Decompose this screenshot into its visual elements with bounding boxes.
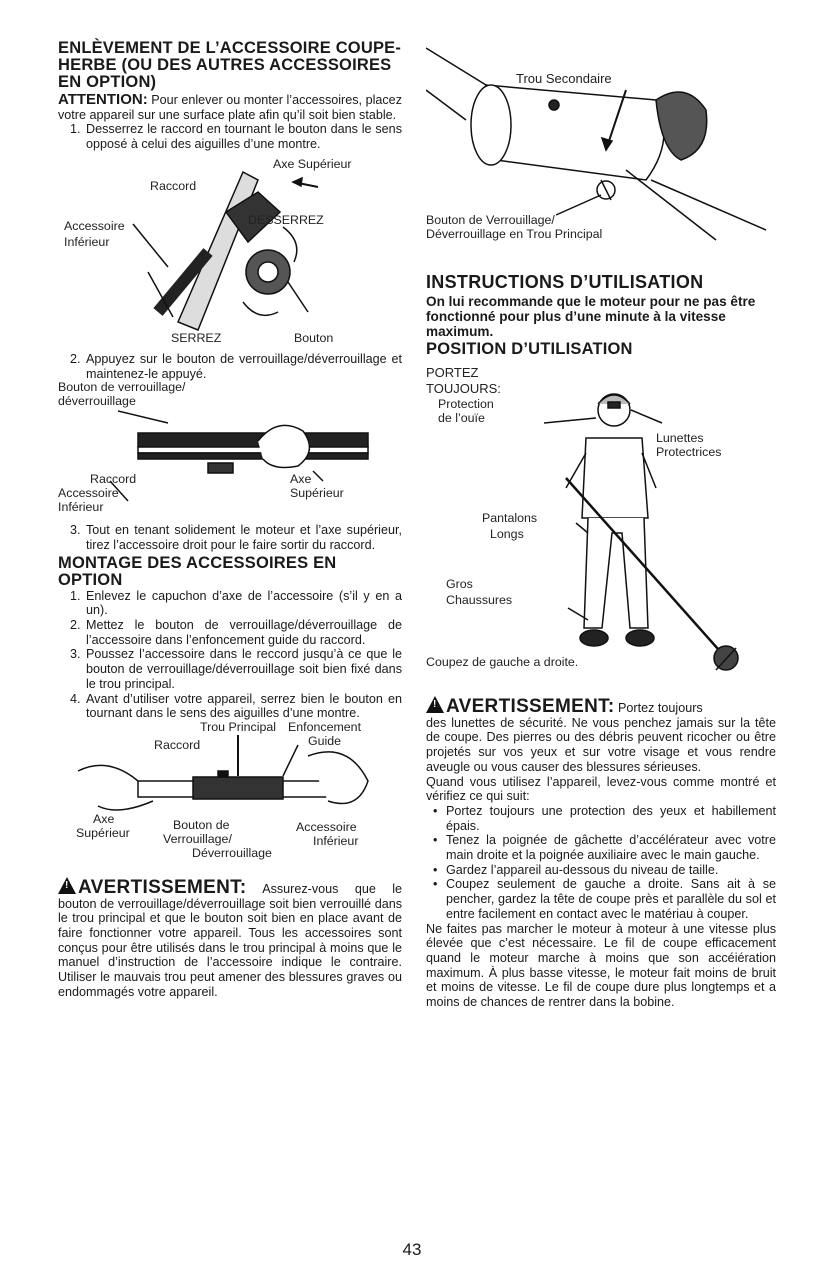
- list-item: 3. Poussez l’accessoire dans le reccord jusqu’à ce que le bouton de verrouillage/déverrouillage soit bien fixé dans le trou principal.: [84, 647, 402, 691]
- heading-removal: ENLÈVEMENT DE L’ACCESSOIRE COUPE-HERBE (OU DES AUTRES ACCESSOIRES EN OPTION): [58, 39, 402, 91]
- warning-text-left: Assurez-vous que le bouton de verrouillage/déverrouillage soit bien verrouillé dans le trou principal et que le bouton soit bien en place avant de faire fonctionner votre appareil. Tous les accessoires sont conçus pour être utilisés dans le trou principal à moins que le manuel d’instruction de l’accessoire indique le contraire. Utiliser le mauvais trou peut amener des blessures graves ou endommagés votre appareil.: [58, 881, 402, 999]
- speed-paragraph: Ne faites pas marcher le moteur à moteur à une vitesse plus élevée que c’est nécessaire. Le fil de coupe efficacement quand le moteur marche à moins que son accéiération maximum. À plus basse vitesse, le moteur fait moins de bruit et moins de vitesse. Le fil de coupe dure plus longtemps et a moins de chances de rentrer dans la bobine.: [426, 921, 776, 1010]
- fig1-label-bouton: Bouton: [294, 330, 334, 345]
- list-item: 2. Mettez le bouton de verrouillage/déverrouillage de l’accessoire dans l’enfoncement guide du raccord.: [84, 618, 402, 647]
- fig1-label-inferieur: Inférieur: [64, 234, 110, 249]
- fig2-label-bouton: Bouton de verrouillage/: [58, 380, 186, 395]
- list-item: 1. Desserrez le raccord en tournant le bouton dans le sens opposé à celui des aiguilles d’une montre.: [84, 122, 402, 151]
- list-item: 4. Avant d’utiliser votre appareil, serrez bien le bouton en tournant dans le sens des aiguilles d’une montre.: [84, 692, 402, 721]
- figure-operating-position: [426, 358, 776, 688]
- fig5-label-chaussures: Chaussures: [446, 593, 513, 607]
- fig3-label-bouton-de: Bouton de: [173, 817, 230, 832]
- warning-label-left: AVERTISSEMENT:: [78, 876, 247, 898]
- list-item: • Gardez l’appareil au-dessous du niveau de taille.: [446, 863, 776, 878]
- removal-steps-b: [58, 352, 402, 381]
- fig5-label-lunettes: Lunettes: [656, 431, 704, 445]
- figure-loosen-coupler: [58, 152, 402, 352]
- usage-paragraph: Quand vous utilisez l’appareil, levez-vous comme montré et vérifiez ce qui suit:: [426, 774, 776, 804]
- warning-lead-right: Portez toujours: [614, 701, 703, 715]
- list-item: 3. Tout en tenant solidement le moteur et l’axe supérieur, tirez l’accessoire droit pour le faire sortir du raccord.: [84, 523, 402, 552]
- fig5-label-portez: PORTEZ: [426, 365, 479, 380]
- fig3-label-trou-principal: Trou Principal: [200, 719, 276, 734]
- warning-paragraph-left: [58, 877, 402, 1000]
- fig2-label-superieur: Supérieur: [290, 486, 344, 501]
- list-item: • Coupez seulement de gauche a droite. Sans ait à se pencher, gardez la tête de coupe près et parallèle du sol et entre facilement en contact avec le matériau à couper.: [446, 877, 776, 921]
- fig5-label-pantalons: Pantalons: [482, 511, 538, 525]
- warning-label-right: AVERTISSEMENT:: [446, 696, 615, 717]
- removal-steps-c: [58, 523, 402, 552]
- fig5-label-gros: Gros: [446, 577, 473, 591]
- fig2-label-raccord: Raccord: [90, 472, 137, 487]
- fig3-label-raccord: Raccord: [154, 737, 201, 752]
- fig2-label-accessoire: Accessoire: [58, 486, 119, 501]
- list-item: • Tenez la poignée de gâchette d’accélérateur avec votre main droite et la poignée auxiliaire avec le main gauche.: [446, 833, 776, 862]
- list-item: • Portez toujours une protection des yeux et habillement épais.: [446, 804, 776, 833]
- fig3-label-deverrouillage: Déverrouillage: [192, 845, 272, 860]
- removal-steps-a: [58, 122, 402, 151]
- fig1-label-raccord: Raccord: [150, 178, 197, 193]
- fig5-label-coupez: Coupez de gauche a droite.: [426, 655, 579, 669]
- fig3-label-verrouillage: Verrouillage/: [163, 831, 232, 846]
- fig5-label-protectrices: Protectrices: [656, 445, 722, 459]
- fig2-label-axe: Axe: [290, 472, 312, 487]
- fig5-label-longs: Longs: [490, 527, 524, 541]
- fig5-label-ouie: de l’ouïe: [438, 411, 485, 425]
- fig5-label-toujours: TOUJOURS:: [426, 381, 501, 396]
- coupler-illustration: [58, 152, 402, 352]
- fig4-label-trou-secondaire: Trou Secondaire: [516, 71, 612, 86]
- fig3-label-enfoncement: Enfoncement: [288, 719, 362, 734]
- fig1-label-accessoire: Accessoire: [64, 218, 125, 233]
- fig4-label-deverrouillage: Déverrouillage en Trou Principal: [426, 227, 603, 241]
- warning-text-right: des lunettes de sécurité. Ne vous penchez jamais sur la tête de coupe. Des pierres ou des débris peuvent ricocher ou être projetés sur vos yeux et sur votre visage et vous rendre aveugle ou vous causer des blessures sérieuses.: [426, 715, 776, 774]
- fig1-label-desserrez: DESSERREZ: [248, 212, 324, 227]
- attention-text: Pour enlever ou monter l’accessoires, placez votre appareil sur une surface plate afin qu’il soit bien stable.: [58, 93, 402, 122]
- figure-secondary-hole: [426, 40, 776, 250]
- attention-paragraph: [58, 93, 402, 122]
- fig4-label-bouton: Bouton de Verrouillage/: [426, 213, 555, 227]
- figure-press-button: [58, 381, 402, 513]
- list-item: 2. Appuyez sur le bouton de verrouillage/déverrouillage et maintenez-le appuyé.: [84, 352, 402, 381]
- fig1-label-axe-superieur: Axe Supérieur: [273, 156, 352, 171]
- figure-mount-accessory: [58, 719, 402, 860]
- fig2-label-inferieur: Inférieur: [58, 500, 104, 515]
- recommendation-text: On lui recommande que le moteur pour ne pas être fonctionné pour plus d’une minute à la vitesse maximum.: [426, 294, 756, 339]
- list-item: 1. Enlevez le capuchon d’axe de l’accessoire (s’il y en a un).: [84, 589, 402, 618]
- warning-paragraph-right: [426, 696, 776, 716]
- warning-triangle-icon: !: [58, 877, 76, 894]
- heading-position: POSITION D’UTILISATION: [426, 340, 633, 358]
- fig3-label-inferieur: Inférieur: [313, 833, 359, 848]
- fig3-label-guide: Guide: [308, 733, 342, 748]
- right-column: [426, 40, 776, 1010]
- fig3-label-superieur: Supérieur: [76, 825, 130, 840]
- page-number: 43: [402, 1240, 422, 1259]
- mounting-steps: [58, 589, 402, 721]
- heading-instructions: INSTRUCTIONS D’UTILISATION: [426, 272, 704, 292]
- fig5-label-protection: Protection: [438, 397, 494, 411]
- fig1-label-serrez: SERREZ: [171, 330, 222, 345]
- fig3-label-axe: Axe: [93, 811, 115, 826]
- fig3-label-accessoire: Accessoire: [296, 819, 357, 834]
- heading-mounting: MONTAGE DES ACCESSOIRES EN OPTION: [58, 553, 337, 589]
- attention-label: ATTENTION:: [58, 91, 148, 108]
- warning-triangle-icon: !: [426, 696, 444, 713]
- fig2-label-deverrouillage: déverrouillage: [58, 394, 136, 409]
- usage-checklist: [426, 804, 776, 922]
- left-column: [58, 40, 402, 1000]
